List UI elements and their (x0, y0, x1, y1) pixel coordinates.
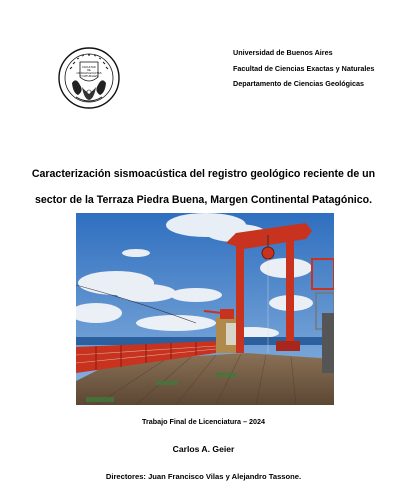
seal-text-1: FACULTAD (82, 66, 96, 69)
university-name: Universidad de Buenos Aires (233, 48, 333, 57)
faculty-name: Facultad de Ciencias Exactas y Naturales (233, 63, 375, 73)
institution-block (233, 45, 403, 92)
author-name: Carlos A. Geier (172, 444, 235, 454)
seal-text-2: DE (87, 69, 91, 72)
department-name: Departamento de Ciencias Geológicas (233, 79, 365, 88)
thesis-title (0, 161, 407, 213)
title-line-1: Caracterización sismoacústica del registro geológico reciente de un (31, 168, 376, 180)
title-line-2: sector de la Terraza Piedra Buena, Margen Continental Patagónico. (34, 194, 373, 206)
seal-text-4: Y NATURALES (80, 75, 98, 78)
ship-deck-photo (76, 213, 334, 405)
seal-text-3: CIENCIAS EXACTAS (76, 72, 102, 75)
directors: Directores: Juan Francisco Vilas y Alejandro Tassone. (105, 472, 302, 481)
thesis-type: Trabajo Final de Licenciatura – 2024 (141, 417, 266, 426)
university-seal-icon (58, 47, 120, 109)
